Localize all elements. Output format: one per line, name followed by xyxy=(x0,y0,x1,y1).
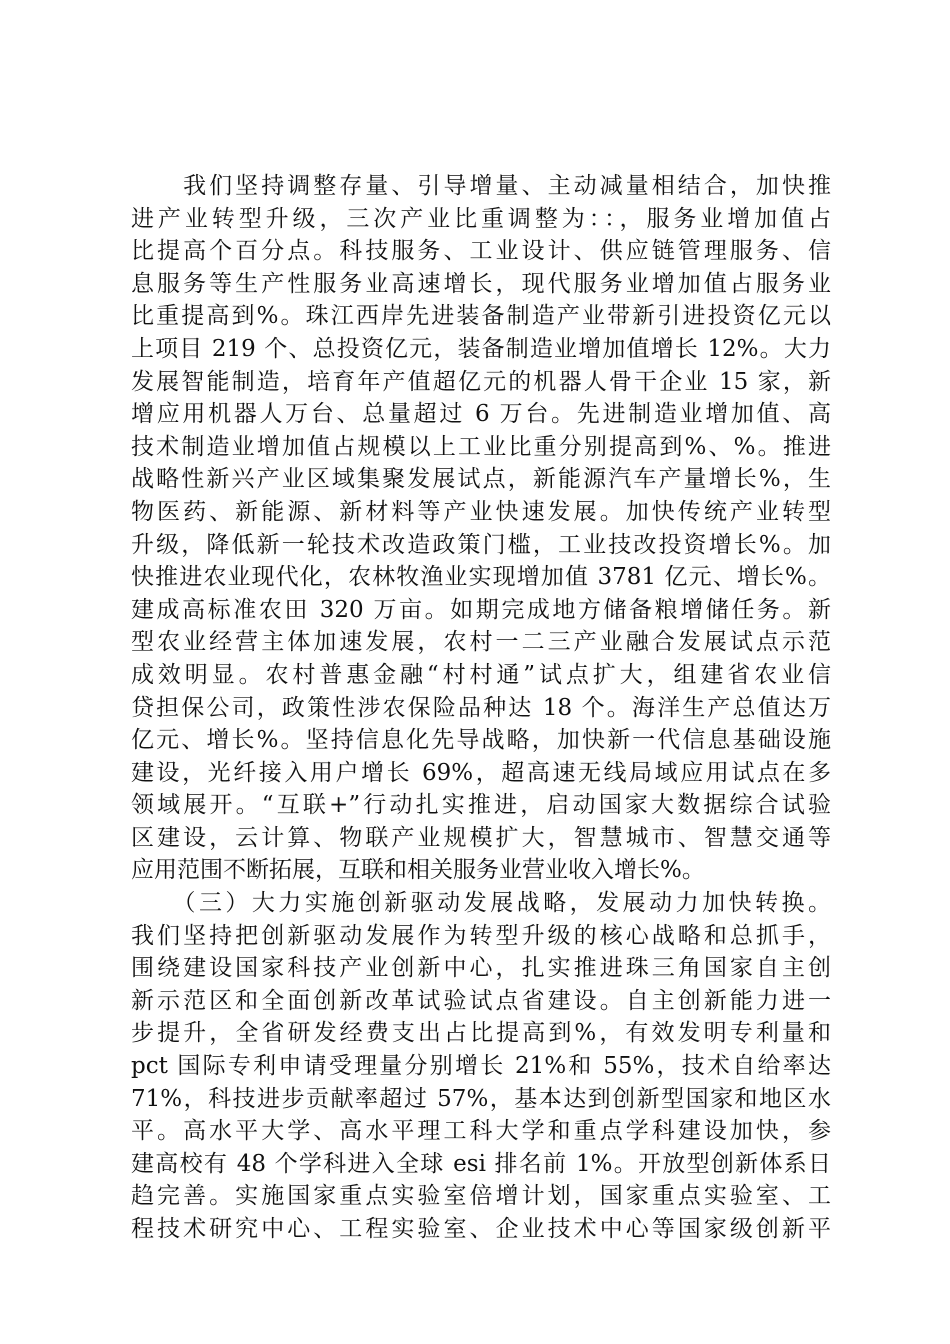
text-line: 71%，科技进步贡献率超过 57%，基本达到创新型国家和地区水 xyxy=(131,1085,831,1112)
text-line: 快推进农业现代化，农林牧渔业实现增加值 3781 亿元、增长%。 xyxy=(131,564,831,591)
text-line: 新示范区和全面创新改革试验试点省建设。自主创新能力进一 xyxy=(131,987,831,1014)
text-line: 发展智能制造，培育年产值超亿元的机器人骨干企业 15 家，新 xyxy=(131,368,831,395)
text-line: 物医药、新能源、新材料等产业快速发展。加快传统产业转型 xyxy=(131,498,831,525)
text-line: 战略性新兴产业区域集聚发展试点，新能源汽车产量增长%，生 xyxy=(131,466,831,493)
text-line: 领域展开。“互联+”行动扎实推进，启动国家大数据综合试验 xyxy=(131,792,831,819)
text-line: 比提高个百分点。科技服务、工业设计、供应链管理服务、信 xyxy=(131,238,831,265)
text-line: 贷担保公司，政策性涉农保险品种达 18 个。海洋生产总值达万 xyxy=(131,694,831,721)
text-line: 应用范围不断拓展，互联和相关服务业营业收入增长%。 xyxy=(131,857,705,884)
text-line: 步提升，全省研发经费支出占比提高到%，有效发明专利量和 xyxy=(131,1020,831,1047)
text-line: 亿元、增长%。坚持信息化先导战略，加快新一代信息基础设施 xyxy=(131,727,831,754)
text-line: 区建设，云计算、物联产业规模扩大，智慧城市、智慧交通等 xyxy=(131,824,831,851)
text-line: 技术制造业增加值占规模以上工业比重分别提高到%、%。推进 xyxy=(131,433,831,460)
text-line: 我们坚持把创新驱动发展作为转型升级的核心战略和总抓手， xyxy=(131,922,831,949)
text-line: 升级，降低新一轮技术改造政策门槛，工业技改投资增长%。加 xyxy=(131,531,831,558)
text-line: 建设，光纤接入用户增长 69%，超高速无线局域应用试点在多 xyxy=(131,759,831,786)
text-line: 型农业经营主体加速发展，农村一二三产业融合发展试点示范 xyxy=(131,629,831,656)
document-body-text xyxy=(131,170,831,1246)
text-line: 平。高水平大学、高水平理工科大学和重点学科建设加快，参 xyxy=(131,1118,831,1145)
text-line: 上项目 219 个、总投资亿元，装备制造业增加值增长 12%。大力 xyxy=(131,335,831,362)
text-line: 我们坚持调整存量、引导增量、主动减量相结合，加快推 xyxy=(131,173,831,199)
text-line: 比重提高到%。珠江西岸先进装备制造产业带新引进投资亿元以 xyxy=(131,303,831,330)
text-line: 进产业转型升级，三次产业比重调整为：：，服务业增加值占 xyxy=(131,205,831,232)
text-line: 成效明显。农村普惠金融“村村通”试点扩大，组建省农业信 xyxy=(131,661,831,688)
text-line: 建高校有 48 个学科进入全球 esi 排名前 1%。开放型创新体系日 xyxy=(131,1150,831,1177)
text-line: 增应用机器人万台、总量超过 6 万台。先进制造业增加值、高 xyxy=(131,401,831,428)
text-line: 程技术研究中心、工程实验室、企业技术中心等国家级创新平 xyxy=(131,1216,831,1242)
section-heading-line: （三）大力实施创新驱动发展战略，发展动力加快转换。 xyxy=(131,890,831,917)
text-line: 围绕建设国家科技产业创新中心，扎实推进珠三角国家自主创 xyxy=(131,955,831,982)
text-line: 趋完善。实施国家重点实验室倍增计划，国家重点实验室、工 xyxy=(131,1183,831,1210)
text-line: 息服务等生产性服务业高速增长，现代服务业增加值占服务业 xyxy=(131,270,831,297)
text-line: 建成高标准农田 320 万亩。如期完成地方储备粮增储任务。新 xyxy=(131,596,831,623)
text-line: pct 国际专利申请受理量分别增长 21%和 55%，技术自给率达 xyxy=(131,1053,831,1080)
